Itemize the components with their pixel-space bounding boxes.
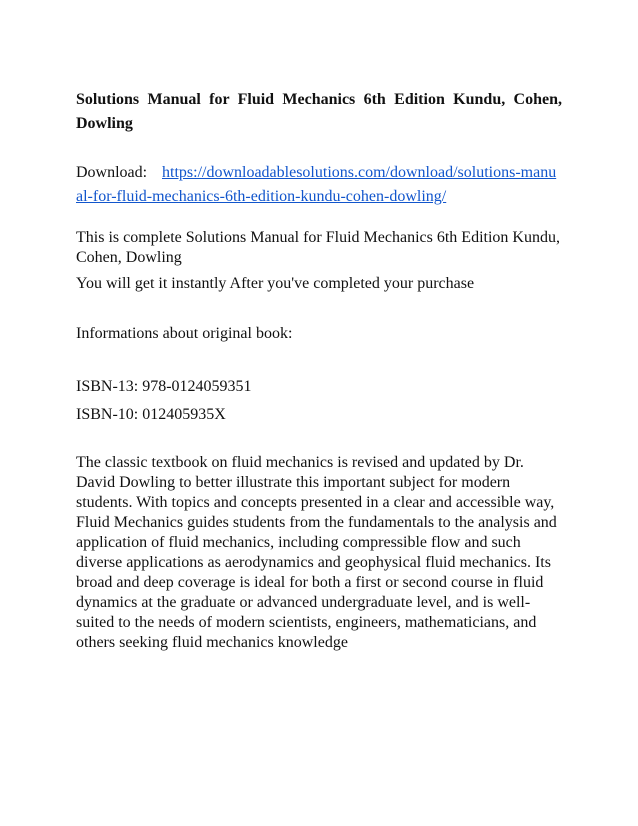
page-title: Solutions Manual for Fluid Mechanics 6th Edition Kundu, Cohen, Dowling <box>76 91 562 132</box>
download-label: Download: <box>76 164 148 181</box>
instant-delivery-text: You will get it instantly After you've completed your purchase <box>76 275 475 292</box>
download-link[interactable]: https://downloadablesolutions.com/download/solutions-manual-for-fluid-mechanics-6th-edition-kundu-cohen-dowling/ <box>76 164 557 205</box>
isbn-13: ISBN-13: 978-0124059351 <box>76 378 252 395</box>
document-page <box>76 88 562 653</box>
download-line <box>76 161 562 209</box>
isbn-10: ISBN-10: 012405935X <box>76 406 226 423</box>
intro-text: This is complete Solutions Manual for Fluid Mechanics 6th Edition Kundu, Cohen, Dowling <box>76 229 560 266</box>
info-heading: Informations about original book: <box>76 325 293 342</box>
book-description: The classic textbook on fluid mechanics is revised and updated by Dr. David Dowling to better illustrate this important subject for modern students. With topics and concepts presented in a clear and accessible way, Fluid Mechanics guides students from the fundamentals to the analysis and application of fluid mechanics, including compressible flow and such diverse applications as aerodynamics and geophysical fluid mechanics. Its broad and deep coverage is ideal for both a first or second course in fluid dynamics at the graduate or advanced undergraduate level, and is well-suited to the needs of modern scientists, engineers, mathematicians, and others seeking fluid mechanics knowledge <box>76 454 557 651</box>
